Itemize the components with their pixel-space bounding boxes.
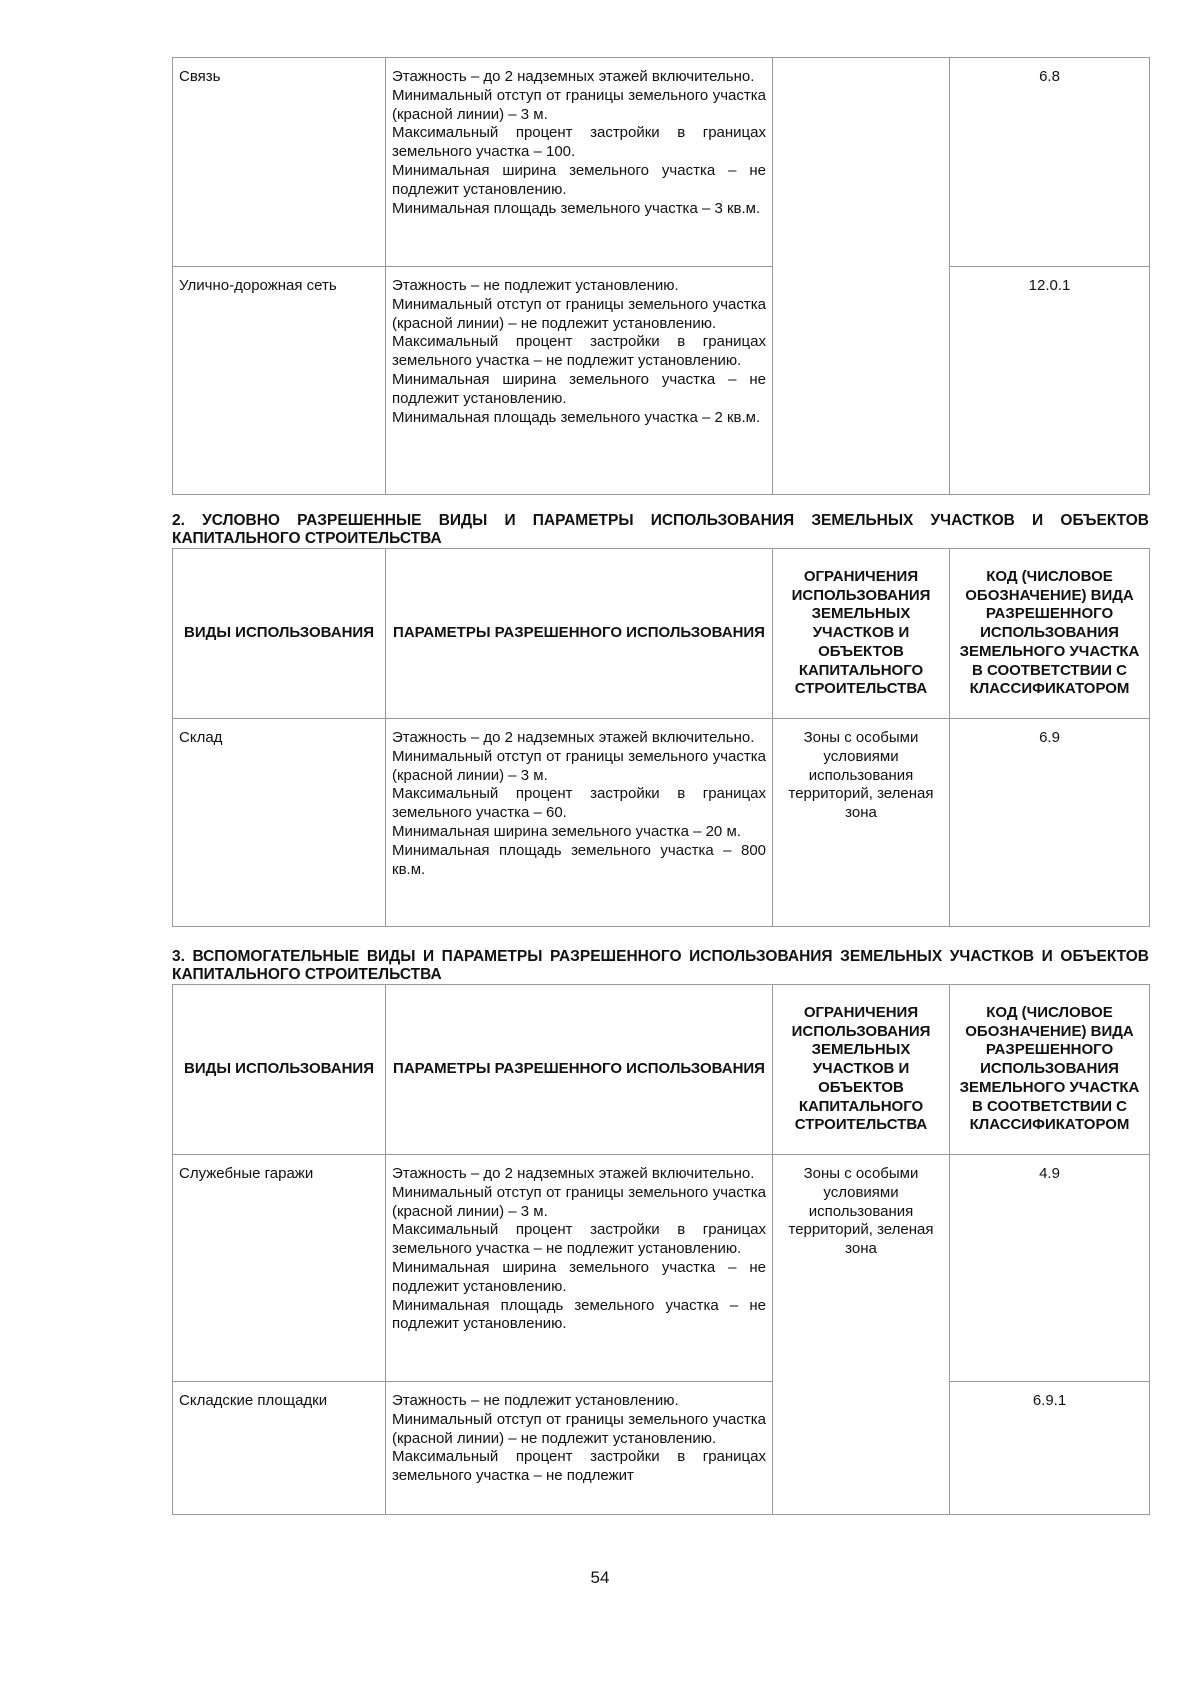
use-type-cell: Улично-дорожная сеть xyxy=(173,267,386,495)
parameter-line: Минимальный отступ от границы земельного участка (красной линии) – 3 м. xyxy=(392,747,766,784)
parameters-cell xyxy=(386,1382,773,1515)
parameter-line: Минимальная ширина земельного участка – не подлежит установлению. xyxy=(392,370,766,407)
parameter-line: Этажность – до 2 надземных этажей включительно. xyxy=(392,68,755,85)
restrictions-cell: Зоны с особыми условиями использования территорий, зеленая зона xyxy=(773,719,950,927)
parameter-line: Этажность – не подлежит установлению. xyxy=(392,277,679,294)
column-header: ПАРАМЕТРЫ РАЗРЕШЕННОГО ИСПОЛЬЗОВАНИЯ xyxy=(386,985,773,1155)
table-auxiliary-uses xyxy=(172,984,1150,1515)
code-cell: 12.0.1 xyxy=(950,267,1150,495)
restrictions-cell: Зоны с особыми условиями использования территорий, зеленая зона xyxy=(773,1155,950,1515)
column-header: ВИДЫ ИСПОЛЬЗОВАНИЯ xyxy=(173,985,386,1155)
column-header: КОД (ЧИСЛОВОЕ ОБОЗНАЧЕНИЕ) ВИДА РАЗРЕШЕННОГО ИСПОЛЬЗОВАНИЯ ЗЕМЕЛЬНОГО УЧАСТКА В СООТВЕТСТВИИ С КЛАССИФИКАТОРОМ xyxy=(950,985,1150,1155)
parameter-line: Этажность – не подлежит установлению. xyxy=(392,1392,679,1409)
parameter-line: Минимальная ширина земельного участка – не подлежит установлению. xyxy=(392,1258,766,1295)
column-header: ОГРАНИЧЕНИЯ ИСПОЛЬЗОВАНИЯ ЗЕМЕЛЬНЫХ УЧАСТКОВ И ОБЪЕКТОВ КАПИТАЛЬНОГО СТРОИТЕЛЬСТВА xyxy=(773,549,950,719)
parameter-line: Этажность – до 2 надземных этажей включительно. xyxy=(392,1165,755,1182)
column-header: ОГРАНИЧЕНИЯ ИСПОЛЬЗОВАНИЯ ЗЕМЕЛЬНЫХ УЧАСТКОВ И ОБЪЕКТОВ КАПИТАЛЬНОГО СТРОИТЕЛЬСТВА xyxy=(773,985,950,1155)
table-row xyxy=(173,1155,1150,1382)
use-type-cell: Служебные гаражи xyxy=(173,1155,386,1382)
table-header-row xyxy=(173,549,1150,719)
table-row xyxy=(173,719,1150,927)
parameter-line: Максимальный процент застройки в границах земельного участка – 60. xyxy=(392,785,766,822)
table-continuation xyxy=(172,57,1150,495)
parameter-line: Минимальный отступ от границы земельного участка (красной линии) – 3 м. xyxy=(392,1183,766,1220)
parameters-cell xyxy=(386,1155,773,1382)
parameter-line: Минимальная площадь земельного участка – 2 кв.м. xyxy=(392,408,761,426)
parameter-line: Минимальный отступ от границы земельного участка (красной линии) – не подлежит установлению. xyxy=(392,1410,766,1447)
parameter-line: Минимальная площадь земельного участка – 3 кв.м. xyxy=(392,199,761,217)
parameter-line: Максимальный процент застройки в границах земельного участка – не подлежит установлению. xyxy=(392,1221,766,1258)
column-header: ВИДЫ ИСПОЛЬЗОВАНИЯ xyxy=(173,549,386,719)
parameters-cell xyxy=(386,267,773,495)
use-type-cell: Связь xyxy=(173,58,386,267)
code-cell: 6.8 xyxy=(950,58,1150,267)
parameters-cell xyxy=(386,719,773,927)
parameter-line: Минимальный отступ от границы земельного участка (красной линии) – 3 м. xyxy=(392,86,766,123)
restrictions-cell xyxy=(773,58,950,495)
parameters-cell xyxy=(386,58,773,267)
table-header-row xyxy=(173,985,1150,1155)
page-number: 54 xyxy=(590,1568,610,1587)
parameter-line: Минимальная площадь земельного участка – не подлежит установлению. xyxy=(392,1296,766,1333)
parameter-line: Минимальная ширина земельного участка – не подлежит установлению. xyxy=(392,161,766,198)
column-header: КОД (ЧИСЛОВОЕ ОБОЗНАЧЕНИЕ) ВИДА РАЗРЕШЕННОГО ИСПОЛЬЗОВАНИЯ ЗЕМЕЛЬНОГО УЧАСТКА В СООТВЕТСТВИИ С КЛАССИФИКАТОРОМ xyxy=(950,549,1150,719)
section-heading: 2. УСЛОВНО РАЗРЕШЕННЫЕ ВИДЫ И ПАРАМЕТРЫ ИСПОЛЬЗОВАНИЯ ЗЕМЕЛЬНЫХ УЧАСТКОВ И ОБЪЕКТОВ КАПИТАЛЬНОГО СТРОИТЕЛЬСТВА xyxy=(172,512,1149,547)
table-row xyxy=(173,267,1150,495)
code-cell: 4.9 xyxy=(950,1155,1150,1382)
table-conditional-uses xyxy=(172,548,1150,927)
parameter-line: Максимальный процент застройки в границах земельного участка – не подлежит xyxy=(392,1448,766,1485)
parameter-line: Максимальный процент застройки в границах земельного участка – 100. xyxy=(392,124,766,161)
column-header: ПАРАМЕТРЫ РАЗРЕШЕННОГО ИСПОЛЬЗОВАНИЯ xyxy=(386,549,773,719)
parameter-line: Минимальный отступ от границы земельного участка (красной линии) – не подлежит установлению. xyxy=(392,295,766,332)
code-cell: 6.9.1 xyxy=(950,1382,1150,1515)
parameter-line: Этажность – до 2 надземных этажей включительно. xyxy=(392,729,755,746)
use-type-cell: Складские площадки xyxy=(173,1382,386,1515)
parameter-line: Минимальная ширина земельного участка – 20 м. xyxy=(392,822,741,840)
parameter-line: Максимальный процент застройки в границах земельного участка – не подлежит установлению. xyxy=(392,333,766,370)
code-cell: 6.9 xyxy=(950,719,1150,927)
table-row xyxy=(173,58,1150,267)
parameter-line: Минимальная площадь земельного участка – 800 кв.м. xyxy=(392,841,766,878)
use-type-cell: Склад xyxy=(173,719,386,927)
table-row xyxy=(173,1382,1150,1515)
section-heading: 3. ВСПОМОГАТЕЛЬНЫЕ ВИДЫ И ПАРАМЕТРЫ РАЗРЕШЕННОГО ИСПОЛЬЗОВАНИЯ ЗЕМЕЛЬНЫХ УЧАСТКОВ И ОБЪЕКТОВ КАПИТАЛЬНОГО СТРОИТЕЛЬСТВА xyxy=(172,948,1149,983)
